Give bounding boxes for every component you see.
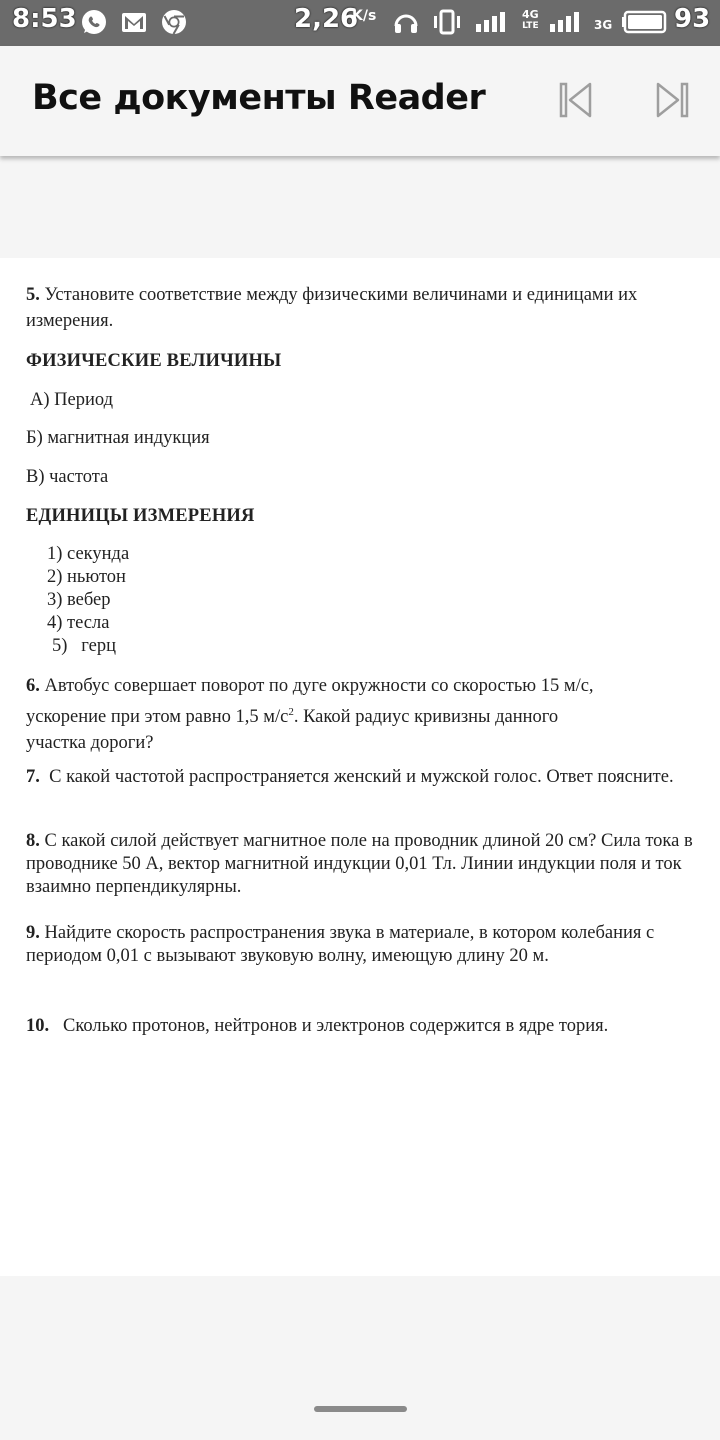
question-6-line-4: участка дороги? [26, 733, 154, 754]
quantity-a: А) Период [30, 390, 113, 410]
quantity-c: В) частота [26, 467, 109, 487]
network-lte: LTE [522, 21, 539, 31]
unit-item: 5) герц [52, 636, 116, 656]
question-7 [26, 764, 696, 790]
chrome-icon [160, 8, 188, 41]
signal-icon-2 [546, 8, 588, 41]
question-6 [26, 673, 696, 756]
question-6-line-1: Автобус совершает поворот по дуге окружности со скоростью 15 м/с, [44, 676, 594, 696]
question-7-number: 7. [26, 767, 40, 787]
unit-item: 4) тесла [47, 613, 110, 633]
question-5-number: 5. [26, 285, 40, 305]
question-10-number: 10. [26, 1016, 50, 1036]
question-6-line-3: . Какой радиус кривизны данного [293, 707, 559, 728]
question-8 [26, 830, 696, 899]
unit-item: 3) вебер [47, 590, 111, 610]
unit-item: 1) секунда [47, 544, 130, 564]
question-6-line-2: ускорение при этом равно 1,5 м/с [26, 707, 289, 728]
question-7-text: С какой частотой распространяется женский и мужской голос. Ответ поясните. [49, 767, 674, 787]
question-10 [26, 1013, 696, 1039]
signal-icon [472, 8, 514, 41]
quantity-b: Б) магнитная индукция [26, 428, 210, 448]
question-9-number: 9. [26, 923, 40, 943]
question-5 [26, 282, 696, 334]
question-9-text: Найдите скорость распространения звука в материале, в котором колебания с периодом 0,01 с вызывают звуковую волну, имеющую длину 20 м. [26, 923, 655, 966]
app-title: Все документы Reader [32, 78, 486, 118]
network-speed: 2,26 [294, 4, 359, 34]
question-5-text: Установите соответствие между физическими величинами и единицами их измерения. [26, 285, 638, 331]
question-6-superscript: 2 [288, 706, 294, 718]
battery-icon [620, 8, 668, 41]
status-time: 8:53 [12, 4, 77, 34]
heading-quantities: ФИЗИЧЕСКИЕ ВЕЛИЧИНЫ [26, 351, 282, 371]
page-gap [0, 156, 720, 258]
vibrate-icon [432, 8, 462, 41]
app-bar [0, 46, 720, 156]
network-4g-top: 4G [522, 8, 539, 21]
network-speed-unit: K/s [352, 8, 377, 24]
gesture-nav-bar[interactable] [314, 1406, 407, 1412]
question-8-text: С какой силой действует магнитное поле на проводник длиной 20 см? Сила тока в проводнике 50 А, вектор магнитной индукции 0,01 Тл. Линии индукции поля и ток взаимно перпендикулярны. [26, 831, 693, 897]
skip-next-icon[interactable] [652, 78, 692, 122]
question-9 [26, 922, 696, 968]
status-bar [0, 0, 720, 46]
network-4g-label [522, 10, 539, 31]
headphones-icon [392, 8, 420, 41]
heading-units: ЕДИНИЦЫ ИЗМЕРЕНИЯ [26, 506, 255, 526]
units-list [47, 543, 129, 658]
skip-previous-icon[interactable] [556, 78, 596, 122]
gmail-icon [120, 8, 148, 41]
battery-percent: 93 [674, 4, 711, 34]
question-10-text: Сколько протонов, нейтронов и электронов содержится в ядре тория. [63, 1016, 609, 1036]
unit-item: 2) ньютон [47, 567, 126, 587]
page-bottom-gap [0, 1276, 720, 1440]
whatsapp-icon [80, 8, 108, 41]
question-8-number: 8. [26, 831, 40, 851]
question-6-number: 6. [26, 676, 40, 696]
network-3g-label: 3G [594, 18, 613, 32]
document-page[interactable] [0, 258, 720, 1276]
